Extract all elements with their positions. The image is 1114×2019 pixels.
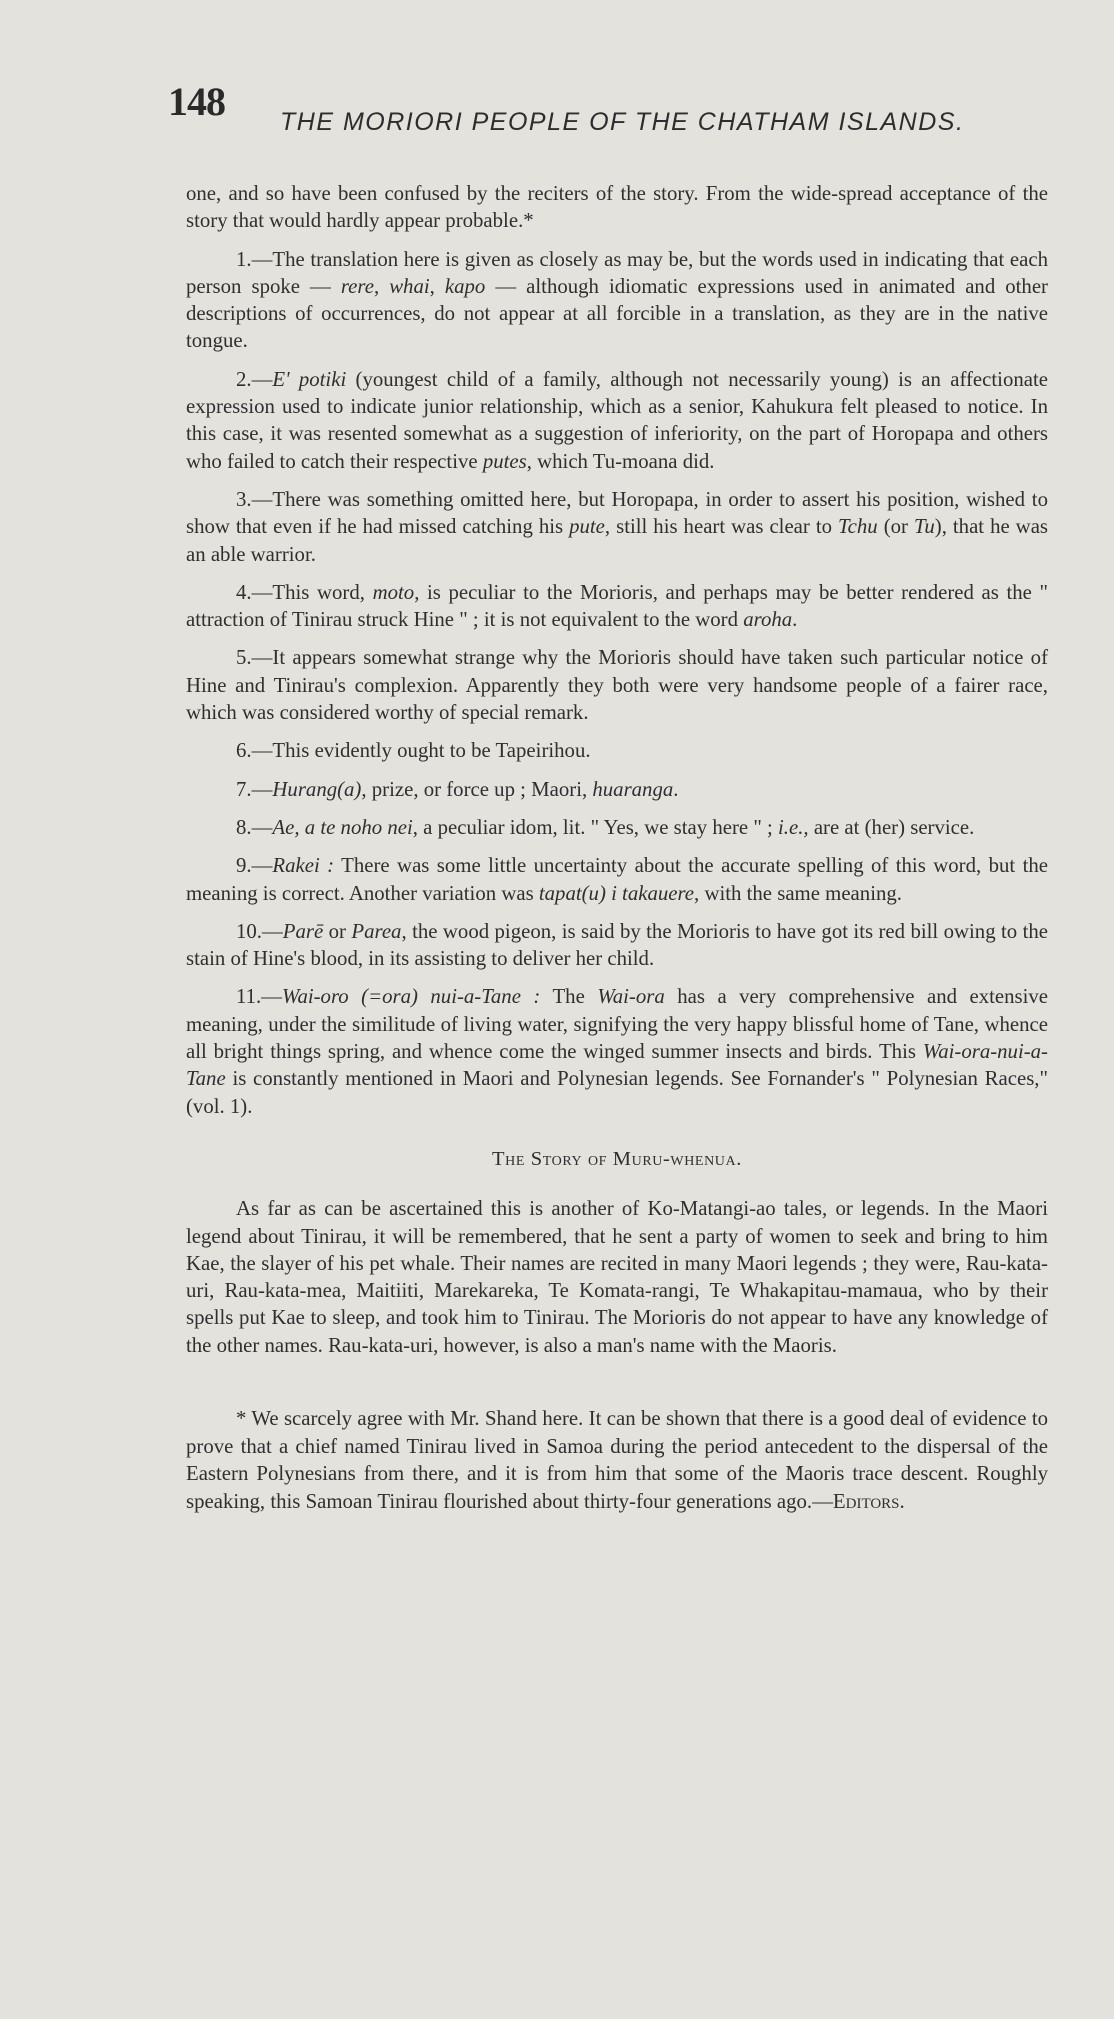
term-parea: Parea [351, 919, 402, 943]
term-wai-ora-nui-a-tane: Wai-ora-nui-a-Tane [186, 1040, 1048, 1091]
term-putes: putes [482, 449, 527, 473]
term-tchu: Tchu [838, 515, 878, 539]
term-tu: Tu [913, 515, 935, 539]
note-10: 10.—Parē or Parea, the wood pigeon, is said by the Morioris to have got its red bill owing to the stain of Hine's blood, in its assisting to deliver her child. [186, 919, 1048, 971]
term-pare: Parē [282, 919, 324, 943]
intro-paragraph: one, and so have been confused by the reciters of the story. From the wide-spread acceptance of the story that would hardly appear probable.* [186, 182, 1048, 233]
term-e-potiki: E' potiki [272, 367, 347, 391]
note-5: 5.—It appears somewhat strange why the Morioris should have taken such particular notice of Hine and Tinirau's complexion. Apparently they both were very handsome people of a fairer race, which was considered worthy of special remark. [186, 646, 1048, 725]
footnote: * We scarcely agree with Mr. Shand here. It can be shown that there is a good deal of evidence to prove that a chief named Tinirau lived in Samoa during the period antecedent to the dispersal of the Eastern Polynesians from there, and it is from him that some of the Maoris trace descent. Roughly speaking, this Samoan Tinirau flourished about thirty-four generations ago.—Editors. [186, 1406, 1048, 1513]
footnote-signature: Editors. [832, 1489, 905, 1513]
page-number: 148 [168, 79, 225, 124]
note-3: 3.—There was something omitted here, but Horopapa, in order to assert his position, wished to show that even if he had missed catching his pute, still his heart was clear to Tchu (or Tu), that he was an able warrior. [186, 487, 1049, 566]
note-8: 8.—Ae, a te noho nei, a peculiar idom, lit. " Yes, we stay here " ; i.e., are at (her) service. [236, 815, 975, 839]
note-7: 7.—Hurang(a), prize, or force up ; Maori, huaranga. [236, 777, 679, 801]
term-ae-a-te-noho-nei: Ae, a te noho nei [272, 815, 413, 839]
term-rakei: Rakei : [272, 854, 335, 878]
term-aroha: aroha [743, 608, 793, 632]
page-body [186, 180, 1048, 1526]
running-head: THE MORIORI PEOPLE OF THE CHATHAM ISLANDS. [280, 108, 965, 136]
note-2: 2.—E' potiki (youngest child of a family, although not necessarily young) is an affectionate expression used to indicate junior relationship, which as a senior, Kahukura felt pleased to notice. In this case, it was resented somewhat as a suggestion of inferiority, on the part of Horopapa and others who failed to catch their respective putes, which Tu-moana did. [186, 367, 1048, 473]
note-6: 6.—This evidently ought to be Tapeirihou. [236, 739, 591, 763]
term-moto: moto [372, 580, 415, 604]
note-4: 4.—This word, moto, is peculiar to the Morioris, and perhaps may be better rendered as the " attraction of Tinirau struck Hine " ; it is not equivalent to the word aroha. [186, 580, 1049, 632]
note-11: 11.—Wai-oro (=ora) nui-a-Tane : The Wai-ora has a very comprehensive and extensive meaning, under the similitude of living water, signifying the very happy blissful home of Tane, whence all bright things spring, and whence come the winged summer insects and birds. This Wai-ora-nui-a-Tane is constantly mentioned in Maori and Polynesian legends. See Fornander's " Polynesian Races," (vol. 1). [186, 985, 1049, 1118]
term-rere: rere [340, 274, 374, 298]
story-paragraph: As far as can be ascertained this is another of Ko-Matangi-ao tales, or legends. In the Maori legend about Tinirau, it will be remembered, that he sent a party of women to seek and bring to him Kae, the slayer of his pet whale. Their names are recited in many Maori legends ; they were, Rau-kata-uri, Rau-kata-mea, Maitiiti, Marekareka, Te Komata-rangi, Te Whakapitau-mamaua, who by their spells put Kae to sleep, and took him to Tinirau. The Morioris do not appear to have any knowledge of the other names. Rau-kata-uri, however, is also a man's name with the Maoris. [186, 1197, 1048, 1357]
term-wai-ora: Wai-ora [597, 985, 665, 1009]
term-whai: whai [389, 274, 430, 298]
term-ie: i.e., [778, 815, 809, 839]
note-1: 1.—The translation here is given as closely as may be, but the words used in indicating that each person spoke — rere, whai, kapo — although idiomatic expressions used in animated and other descriptions of occurrences, do not appear at all forcible in a translation, as they are in the native tongue. [186, 247, 1048, 353]
term-wai-oro: Wai-oro (=ora) nui-a-Tane : [282, 985, 541, 1009]
section-heading: The Story of Muru-whenua. [492, 1147, 742, 1170]
term-hurang: Hurang(a) [272, 777, 362, 801]
term-kapo: kapo [444, 274, 486, 298]
page-header [168, 78, 998, 138]
term-tapatu: tapat(u) i takauere [538, 881, 695, 905]
term-pute: pute [569, 515, 605, 539]
note-9: 9.—Rakei : There was some little uncertainty about the accurate spelling of this word, but the meaning is correct. Another variation was tapat(u) i takauere, with the same meaning. [186, 854, 1048, 905]
term-huaranga: huaranga [592, 777, 674, 801]
